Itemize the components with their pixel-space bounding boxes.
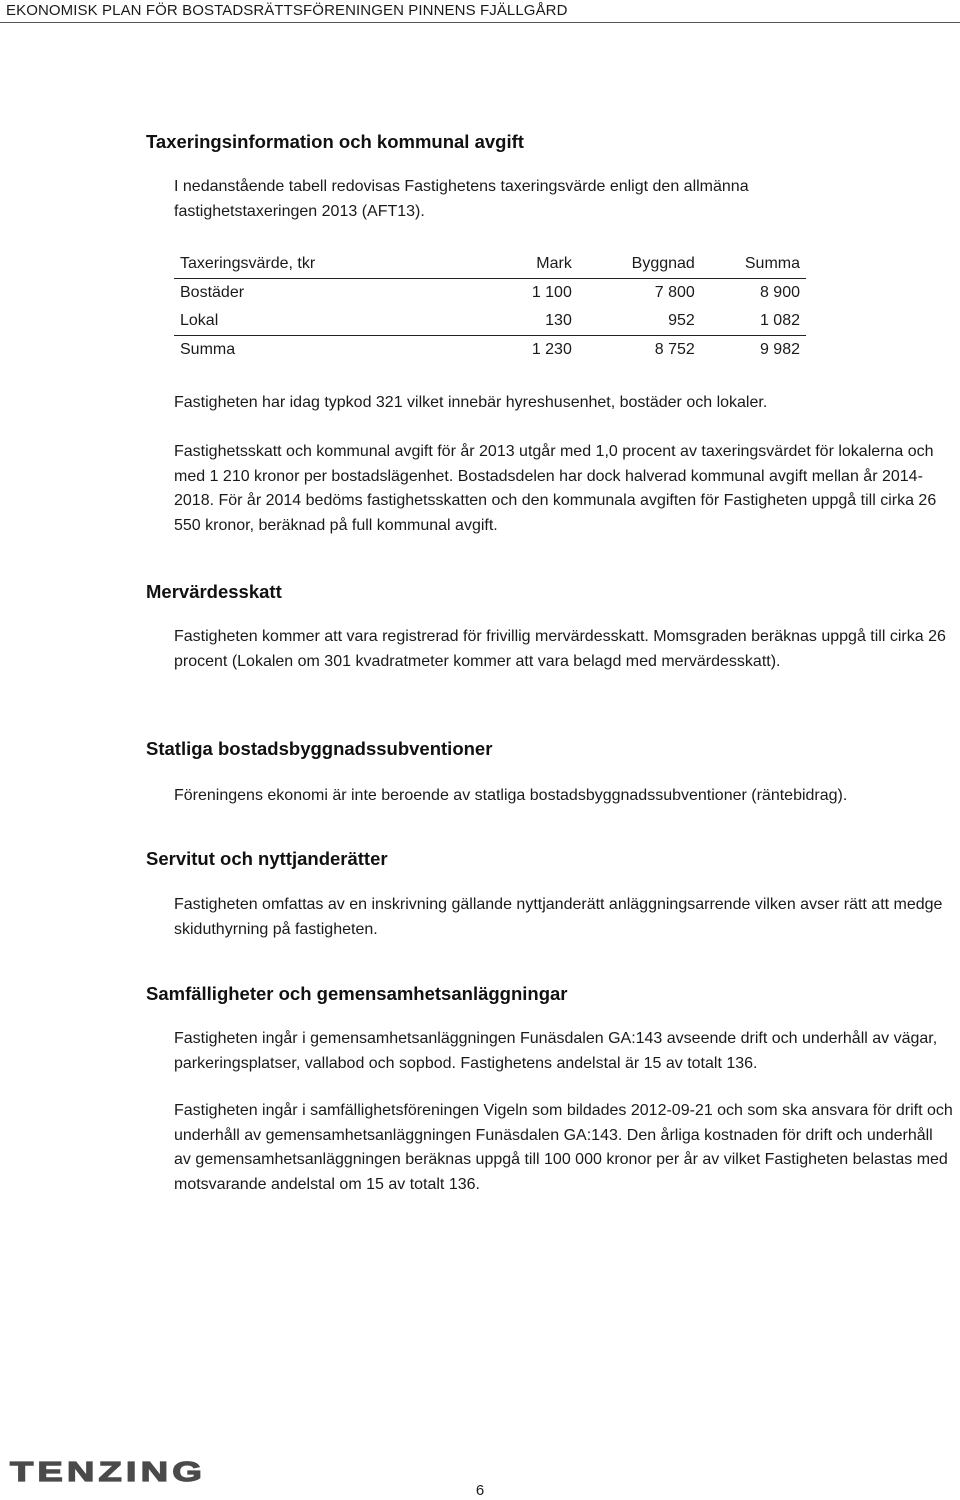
table-cell: 952 bbox=[572, 307, 695, 336]
page-number: 6 bbox=[475, 1482, 485, 1499]
fastighetsskatt-paragraph: Fastighetsskatt och kommunal avgift för år 2013 utgår med 1,0 procent av taxeringsvärdet för lokalerna och med 1 210 kronor per bostadslägenhet. Bostadsdelen har dock halverad kommunal avgift mellan år 2014-2018. För år 2014 bedöms fastighetsskatten och den kommunala avgiften för Fastigheten uppgå till cirka 26 550 kronor, beräknad på full kommunal avgift. bbox=[174, 443, 937, 534]
table-row bbox=[174, 336, 806, 365]
subventioner-paragraph: Föreningens ekonomi är inte beroende av statliga bostadsbyggnadssubventioner (räntebidrag). bbox=[174, 787, 848, 804]
heading-subventioner: Statliga bostadsbyggnadssubventioner bbox=[146, 738, 493, 759]
logo-text: TENZING bbox=[10, 1456, 207, 1486]
samfallighetsforening-paragraph: Fastigheten ingår i samfällighetsföreningen Vigeln som bildades 2012-09-21 och som ska ansvara för drift och underhåll av gemensamhetsanläggningen Funäsdalen GA:143. Den årliga kostnaden för drift och underhåll av gemensamhetsanläggningen beräknas uppgå till 100 000 kronor per år av vilket Fastigheten belastas med motsvarande andelstal om 15 av totalt 136. bbox=[174, 1102, 953, 1193]
table-cell: Bostäder bbox=[180, 284, 245, 301]
table-header-row bbox=[174, 250, 806, 279]
page-header bbox=[0, 0, 960, 23]
table-header-cell: Taxeringsvärde, tkr bbox=[174, 250, 477, 279]
taxering-intro: I nedanstående tabell redovisas Fastighetens taxeringsvärde enligt den allmänna fastighetstaxeringen 2013 (AFT13). bbox=[174, 178, 749, 220]
gemensamhetsanlaggning-paragraph: Fastigheten ingår i gemensamhetsanläggningen Funäsdalen GA:143 avseende drift och underhåll av vägar, parkeringsplatser, vallabod och sopbod. Fastighetens andelstal är 15 av totalt 136. bbox=[174, 1030, 938, 1072]
servitut-paragraph: Fastigheten omfattas av en inskrivning gällande nyttjanderätt anläggningsarrende vilken avser rätt att medge skiduthyrning på fastigheten. bbox=[174, 896, 943, 938]
table-cell: Summa bbox=[180, 341, 236, 358]
table-cell: 8 752 bbox=[654, 341, 695, 358]
heading-servitut: Servitut och nyttjanderätter bbox=[146, 848, 388, 869]
table-header-cell: Mark bbox=[477, 250, 572, 279]
heading-mervardesskatt: Mervärdesskatt bbox=[146, 581, 282, 602]
heading-taxering: Taxeringsinformation och kommunal avgift bbox=[146, 131, 524, 152]
table-header-cell: Byggnad bbox=[572, 250, 695, 279]
mervardesskatt-paragraph: Fastigheten kommer att vara registrerad för frivillig mervärdesskatt. Momsgraden beräknas uppgå till cirka 26 procent (Lokalen om 301 kvadratmeter kommer att vara belagd med mervärdesskatt). bbox=[174, 628, 946, 670]
table-row bbox=[174, 307, 806, 336]
typkod-paragraph: Fastigheten har idag typkod 321 vilket innebär hyreshusenhet, bostäder och lokaler. bbox=[174, 394, 768, 411]
table-cell: 9 982 bbox=[759, 341, 800, 358]
table-cell: 1 230 bbox=[531, 341, 572, 358]
table-header-cell: Summa bbox=[695, 250, 806, 279]
tenzing-logo bbox=[8, 1456, 208, 1486]
table-cell: Lokal bbox=[174, 307, 477, 336]
table-cell: 130 bbox=[477, 307, 572, 336]
document-title: EKONOMISK PLAN FÖR BOSTADSRÄTTSFÖRENINGEN PINNENS FJÄLLGÅRD bbox=[6, 2, 568, 19]
table-row bbox=[174, 279, 806, 308]
table-cell: 1 100 bbox=[531, 284, 572, 301]
heading-samfalligheter: Samfälligheter och gemensamhetsanläggningar bbox=[146, 983, 568, 1004]
table-cell: 1 082 bbox=[695, 307, 806, 336]
table-cell: 7 800 bbox=[654, 284, 695, 301]
table-cell: 8 900 bbox=[759, 284, 800, 301]
taxation-table bbox=[174, 250, 806, 364]
